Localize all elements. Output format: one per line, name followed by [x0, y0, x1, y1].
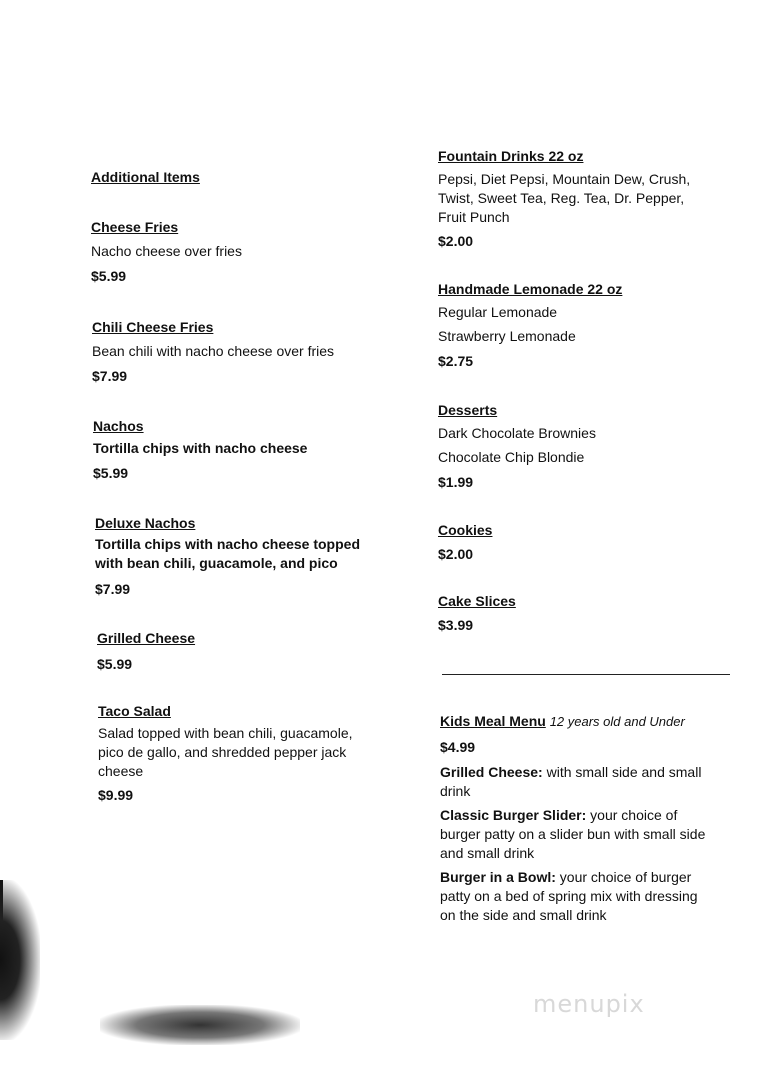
menu-item-nachos [93, 417, 413, 482]
item-price: $5.99 [93, 465, 129, 481]
menu-item-cookies [438, 521, 748, 563]
item-description: Bean chili with nacho cheese over fries [92, 343, 335, 359]
item-description: Nacho cheese over fries [91, 243, 242, 259]
section-title: Additional Items [91, 169, 200, 185]
item-description: Tortilla chips with nacho cheese [93, 440, 308, 456]
kids-item-description: drink [440, 783, 471, 799]
item-name: Chili Cheese Fries [92, 319, 214, 335]
item-price: $2.00 [438, 546, 474, 562]
item-price: $5.99 [97, 656, 133, 672]
menu-item-grilled-cheese [97, 629, 417, 673]
scan-smudge-left [0, 880, 40, 1040]
item-name: Taco Salad [98, 703, 171, 719]
scan-smudge-bottom [100, 1005, 300, 1045]
menu-item-cheese-fries [91, 218, 411, 285]
item-price: $1.99 [438, 474, 474, 490]
kids-item-burger-bowl [440, 868, 750, 925]
kids-item-description: your choice of burger patty on a bed of spring mix with dressing on the side and small drink [440, 869, 698, 923]
item-name: Grilled Cheese [97, 630, 196, 646]
item-description-line: Regular Lemonade [438, 304, 558, 320]
menu-item-taco-salad [98, 702, 418, 804]
kids-meal-section [440, 712, 750, 925]
menu-item-deluxe-nachos [95, 514, 415, 598]
menu-item-cake-slices [438, 592, 748, 634]
item-description-line: Pepsi, Diet Pepsi, Mountain Dew, Crush, [438, 171, 691, 187]
item-name: Deluxe Nachos [95, 515, 196, 531]
item-description-line: Fruit Punch [438, 209, 510, 225]
kids-meal-header [440, 712, 750, 731]
item-name: Handmade Lemonade 22 oz [438, 281, 623, 297]
item-description-line: Twist, Sweet Tea, Reg. Tea, Dr. Pepper, [438, 190, 685, 206]
kids-item-name: Grilled Cheese: [440, 764, 543, 780]
kids-item-description: with small side and small [542, 764, 702, 780]
menu-item-fountain-drinks [438, 147, 748, 250]
item-price: $7.99 [92, 368, 128, 384]
item-price: $7.99 [95, 581, 131, 597]
section-divider [442, 674, 730, 675]
item-description-line: Strawberry Lemonade [438, 328, 576, 344]
item-description-line: cheese [98, 763, 144, 779]
item-name: Cake Slices [438, 593, 516, 609]
menu-item-chili-cheese-fries [92, 318, 412, 385]
item-description-line: with bean chili, guacamole, and pico [95, 555, 338, 571]
item-name: Desserts [438, 402, 498, 418]
item-name: Nachos [93, 418, 144, 434]
item-price: $9.99 [98, 787, 134, 803]
item-price: $2.00 [438, 233, 474, 249]
item-name: Cheese Fries [91, 219, 179, 235]
item-description-line: Chocolate Chip Blondie [438, 449, 585, 465]
item-name: Fountain Drinks 22 oz [438, 148, 584, 164]
item-description-line: Salad topped with bean chili, guacamole, [98, 725, 353, 741]
watermark-logo: menupix [533, 990, 645, 1018]
menu-item-desserts [438, 401, 748, 491]
kids-item-name: Classic Burger Slider: [440, 807, 587, 823]
item-description-line: pico de gallo, and shredded pepper jack [98, 744, 347, 760]
menu-item-lemonade [438, 280, 748, 370]
item-price: $3.99 [438, 617, 474, 633]
item-name: Cookies [438, 522, 493, 538]
kids-meal-title: Kids Meal Menu [440, 713, 546, 729]
item-description-line: Dark Chocolate Brownies [438, 425, 596, 441]
additional-items-title [91, 168, 200, 186]
kids-item-grilled-cheese [440, 763, 750, 801]
kids-meal-subtitle: 12 years old and Under [549, 714, 685, 729]
item-description-line: Tortilla chips with nacho cheese topped [95, 536, 361, 552]
kids-item-description: your choice of burger patty on a slider bun with small side and small drink [440, 807, 706, 861]
kids-item-burger-slider [440, 806, 750, 863]
kids-meal-price: $4.99 [440, 739, 476, 755]
item-price: $2.75 [438, 353, 474, 369]
item-price: $5.99 [91, 268, 127, 284]
kids-item-name: Burger in a Bowl: [440, 869, 556, 885]
